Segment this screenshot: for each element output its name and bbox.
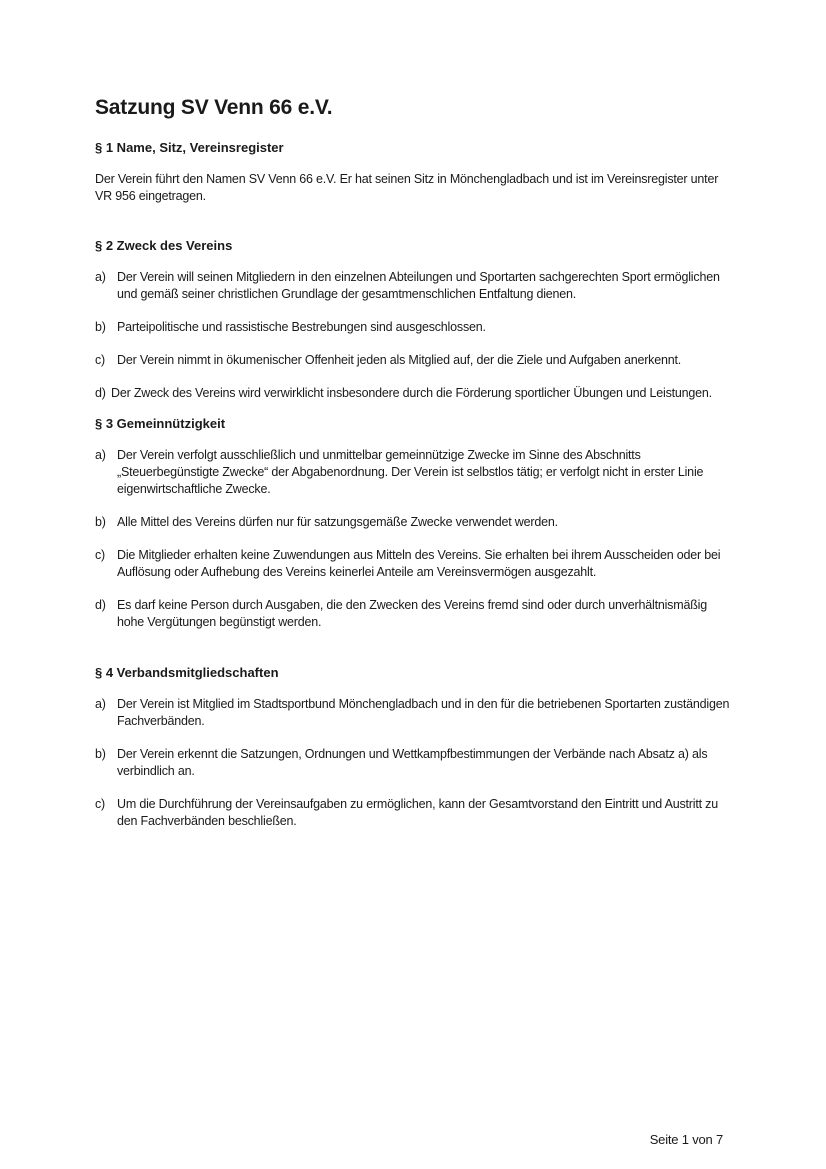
clause-text: Es darf keine Person durch Ausgaben, die den Zwecken des Vereins fremd sind oder durch unverhältnismäßig hohe Vergütungen begünstigt werden. xyxy=(117,598,707,629)
clause-item xyxy=(95,352,735,369)
clause-marker: a) xyxy=(95,697,106,711)
clause-item xyxy=(95,796,735,830)
section-heading: § 1 Name, Sitz, Vereinsregister xyxy=(95,140,284,155)
clause-item xyxy=(95,746,735,780)
clause-marker: c) xyxy=(95,548,106,562)
clause-list xyxy=(95,447,735,631)
section-2 xyxy=(95,238,735,402)
clause-item xyxy=(95,447,735,498)
clause-text: Der Verein ist Mitglied im Stadtsportbund Mönchengladbach und in den für die betriebenen Sportarten zuständigen Fachverbänden. xyxy=(117,697,730,728)
clause-text: Parteipolitische und rassistische Bestrebungen sind ausgeschlossen. xyxy=(117,320,486,334)
clause-marker: c) xyxy=(95,353,106,367)
section-heading: § 2 Zweck des Vereins xyxy=(95,238,233,253)
clause-marker: d) xyxy=(95,598,106,612)
section-paragraph: Der Verein führt den Namen SV Venn 66 e.V. Er hat seinen Sitz in Mönchengladbach und ist im Vereinsregister unter VR 956 eingetragen. xyxy=(95,172,719,203)
section-3 xyxy=(95,416,735,631)
clause-text: Um die Durchführung der Vereinsaufgaben zu ermöglichen, kann der Gesamtvorstand den Eintritt und Austritt zu den Fachverbänden beschließen. xyxy=(117,797,718,828)
clause-text: Der Verein erkennt die Satzungen, Ordnungen und Wettkampfbestimmungen der Verbände nach Absatz a) als verbindlich an. xyxy=(117,747,708,778)
section-heading: § 4 Verbandsmitgliedschaften xyxy=(95,665,279,680)
clause-item xyxy=(95,547,735,581)
clause-text: Der Verein verfolgt ausschließlich und unmittelbar gemeinnützige Zwecke im Sinne des Abschnitts „Steuerbegünstigte Zwecke“ der Abgabenordnung. Der Verein ist selbstlos tätig; er verfolgt nicht in erster Linie eigenwirtschaftliche Zwecke. xyxy=(117,448,704,496)
clause-marker: b) xyxy=(95,515,106,529)
section-1 xyxy=(95,140,735,205)
section-heading: § 3 Gemeinnützigkeit xyxy=(95,416,226,431)
clause-item xyxy=(95,597,735,631)
clause-item xyxy=(95,514,735,531)
clause-marker: b) xyxy=(95,320,106,334)
section-4 xyxy=(95,665,735,830)
clause-item xyxy=(95,319,735,336)
clause-text: Der Verein will seinen Mitgliedern in den einzelnen Abteilungen und Sportarten sachgerechten Sport ermöglichen und gemäß seiner christlichen Grundlage der gesamtmenschlichen Entfaltung dienen. xyxy=(117,270,720,301)
clause-text: Der Verein nimmt in ökumenischer Offenheit jeden als Mitglied auf, der die Ziele und Aufgaben anerkennt. xyxy=(117,353,682,367)
clause-marker: b) xyxy=(95,747,106,761)
clause-item xyxy=(95,696,735,730)
clause-item xyxy=(95,269,735,303)
clause-text: Alle Mittel des Vereins dürfen nur für satzungsgemäße Zwecke verwendet werden. xyxy=(117,515,558,529)
clause-marker: a) xyxy=(95,448,106,462)
clause-marker: d) xyxy=(95,386,106,400)
clause-text: Der Zweck des Vereins wird verwirklicht insbesondere durch die Förderung sportlicher Übungen und Leistungen. xyxy=(111,386,712,400)
clause-list xyxy=(95,269,735,402)
page-number: Seite 1 von 7 xyxy=(649,1132,723,1147)
clause-marker: a) xyxy=(95,270,106,284)
document-page xyxy=(95,96,735,846)
clause-list xyxy=(95,696,735,830)
clause-marker: c) xyxy=(95,797,106,811)
clause-item xyxy=(95,385,735,402)
clause-text: Die Mitglieder erhalten keine Zuwendungen aus Mitteln des Vereins. Sie erhalten bei ihrem Ausscheiden oder bei Auflösung oder Aufhebung des Vereins keinerlei Anteile am Vereinsvermögen ausgezahlt. xyxy=(117,548,721,579)
document-title: Satzung SV Venn 66 e.V. xyxy=(95,96,333,119)
